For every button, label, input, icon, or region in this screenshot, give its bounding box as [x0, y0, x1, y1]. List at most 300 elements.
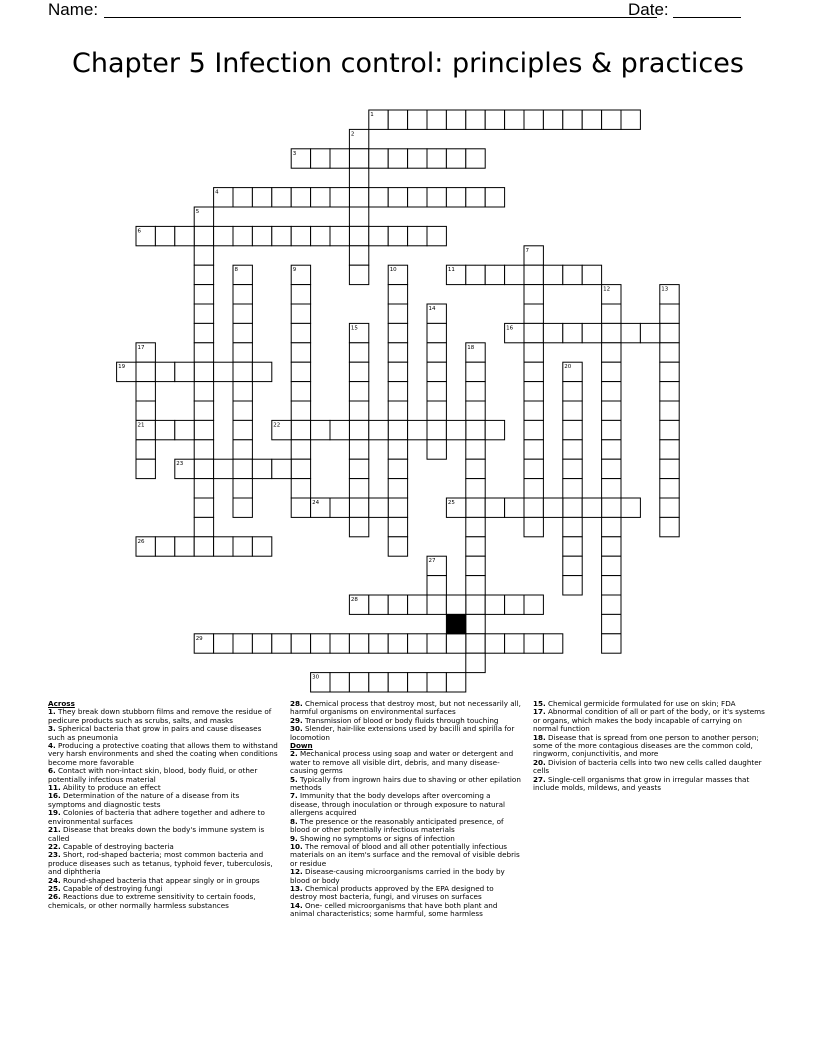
grid-cell[interactable] [660, 382, 679, 401]
grid-cell[interactable] [408, 188, 427, 207]
grid-cell[interactable] [291, 459, 310, 478]
grid-cell[interactable] [349, 343, 368, 362]
grid-cell[interactable] [291, 323, 310, 342]
grid-cell[interactable] [563, 420, 582, 439]
grid-cell[interactable] [272, 459, 291, 478]
grid-cell[interactable] [233, 304, 252, 323]
grid-cell[interactable] [446, 673, 465, 692]
grid-cell[interactable] [349, 207, 368, 226]
grid-cell[interactable] [136, 362, 155, 381]
grid-cell[interactable] [427, 673, 446, 692]
grid-cell[interactable] [524, 285, 543, 304]
grid-cell[interactable] [466, 265, 485, 284]
grid-cell[interactable] [155, 226, 174, 245]
grid-cell[interactable] [388, 634, 407, 653]
grid-cell[interactable] [194, 420, 213, 439]
grid-cell[interactable] [330, 188, 349, 207]
grid-cell[interactable] [524, 304, 543, 323]
grid-cell[interactable] [194, 440, 213, 459]
clue-text: Disease that is spread from one person to another person; some of the more contagious diseases are the common cold, ringworm, conjunctivitis, and more [533, 732, 759, 759]
grid-cell[interactable] [233, 226, 252, 245]
grid-cell[interactable] [330, 226, 349, 245]
grid-cell[interactable] [388, 401, 407, 420]
grid-cell[interactable] [602, 498, 621, 517]
grid-cell[interactable] [543, 634, 562, 653]
grid-cell[interactable] [563, 459, 582, 478]
grid-cell[interactable] [485, 420, 504, 439]
grid-cell[interactable] [214, 634, 233, 653]
grid-cell[interactable] [446, 149, 465, 168]
grid-cell[interactable] [252, 537, 271, 556]
grid-cell[interactable] [466, 498, 485, 517]
across-clue [290, 700, 522, 717]
grid-cell[interactable] [602, 556, 621, 575]
grid-cell[interactable] [524, 440, 543, 459]
grid-cell[interactable] [194, 246, 213, 265]
grid-cell[interactable] [388, 498, 407, 517]
grid-cell[interactable] [194, 517, 213, 536]
grid-cell[interactable] [524, 479, 543, 498]
grid-cell[interactable] [466, 576, 485, 595]
grid-cell[interactable] [330, 498, 349, 517]
grid-cell[interactable] [466, 517, 485, 536]
grid-cell[interactable] [563, 576, 582, 595]
grid-cell[interactable] [408, 149, 427, 168]
grid-cell[interactable] [388, 323, 407, 342]
grid-cell[interactable] [349, 498, 368, 517]
grid-cell[interactable] [252, 362, 271, 381]
grid-cell[interactable] [194, 265, 213, 284]
grid-cell[interactable] [369, 498, 388, 517]
grid-cell[interactable] [563, 110, 582, 129]
grid-cell[interactable] [194, 498, 213, 517]
grid-cell[interactable] [660, 401, 679, 420]
grid-cell[interactable] [291, 226, 310, 245]
grid-cell[interactable] [214, 362, 233, 381]
across-clue [48, 809, 278, 826]
clues-column-1 [48, 700, 278, 910]
down-clue [290, 818, 522, 835]
grid-cell[interactable] [311, 226, 330, 245]
grid-cell[interactable] [349, 440, 368, 459]
grid-cell[interactable] [524, 323, 543, 342]
grid-cell[interactable] [427, 188, 446, 207]
down-clue [533, 776, 767, 793]
grid-cell[interactable] [505, 595, 524, 614]
grid-cell[interactable] [388, 362, 407, 381]
grid-cell[interactable] [291, 285, 310, 304]
grid-cell[interactable] [233, 285, 252, 304]
down-clue [290, 843, 522, 868]
clue-number: 8. [290, 816, 298, 826]
grid-cell[interactable] [194, 343, 213, 362]
grid-cell[interactable] [194, 401, 213, 420]
grid-cell[interactable] [388, 537, 407, 556]
grid-cell[interactable] [563, 401, 582, 420]
grid-cell[interactable] [524, 634, 543, 653]
grid-cell[interactable] [291, 188, 310, 207]
grid-cell[interactable] [408, 634, 427, 653]
grid-cell[interactable] [408, 420, 427, 439]
grid-cell[interactable] [175, 420, 194, 439]
grid-cell[interactable] [388, 459, 407, 478]
clue-text: Chemical products approved by the EPA designed to destroy most bacteria, fungi, and viruses on surfaces [290, 883, 494, 902]
grid-cell[interactable] [466, 440, 485, 459]
grid-cell[interactable] [388, 226, 407, 245]
grid-cell[interactable] [485, 595, 504, 614]
grid-cell[interactable] [466, 479, 485, 498]
grid-cell[interactable] [466, 595, 485, 614]
grid-cell[interactable] [349, 479, 368, 498]
across-clue [48, 742, 278, 767]
grid-cell[interactable] [602, 343, 621, 362]
grid-cell[interactable] [602, 479, 621, 498]
grid-cell[interactable] [505, 498, 524, 517]
grid-cell[interactable] [660, 323, 679, 342]
grid-cell[interactable] [640, 323, 659, 342]
grid-cell[interactable] [427, 343, 446, 362]
grid-cell[interactable] [291, 304, 310, 323]
grid-cell[interactable] [621, 323, 640, 342]
grid-cell[interactable] [349, 401, 368, 420]
grid-cell[interactable] [155, 537, 174, 556]
grid-cell[interactable] [311, 149, 330, 168]
grid-cell[interactable] [291, 382, 310, 401]
grid-cell[interactable] [582, 498, 601, 517]
grid-cell[interactable] [349, 634, 368, 653]
grid-cell[interactable] [291, 343, 310, 362]
grid-cell[interactable] [349, 459, 368, 478]
grid-cell[interactable] [485, 110, 504, 129]
grid-cell[interactable] [543, 265, 562, 284]
grid-cell[interactable] [660, 343, 679, 362]
clue-number: 26. [48, 892, 61, 902]
grid-cell[interactable] [563, 517, 582, 536]
grid-cell[interactable] [330, 420, 349, 439]
grid-cell[interactable] [349, 149, 368, 168]
grid-cell[interactable] [427, 440, 446, 459]
grid-cell[interactable] [175, 537, 194, 556]
grid-cell[interactable] [252, 634, 271, 653]
grid-cell[interactable] [621, 498, 640, 517]
grid-cell[interactable] [602, 382, 621, 401]
grid-cell[interactable] [311, 634, 330, 653]
grid-cell[interactable] [427, 149, 446, 168]
grid-cell[interactable] [427, 401, 446, 420]
grid-cell[interactable] [388, 382, 407, 401]
grid-cell[interactable] [214, 459, 233, 478]
grid-cell[interactable] [466, 362, 485, 381]
grid-cell[interactable] [466, 556, 485, 575]
grid-cell[interactable] [369, 595, 388, 614]
grid-cell[interactable] [563, 265, 582, 284]
grid-cell[interactable] [466, 459, 485, 478]
grid-cell[interactable] [388, 285, 407, 304]
grid-cell[interactable] [602, 420, 621, 439]
grid-cell[interactable] [388, 595, 407, 614]
grid-cell[interactable] [194, 226, 213, 245]
grid-cell[interactable] [466, 401, 485, 420]
grid-cell[interactable] [466, 653, 485, 672]
grid-cell[interactable] [349, 226, 368, 245]
grid-cell[interactable] [194, 304, 213, 323]
grid-cell[interactable] [408, 226, 427, 245]
grid-cell[interactable] [388, 343, 407, 362]
grid-cell[interactable] [291, 479, 310, 498]
grid-cell[interactable] [427, 110, 446, 129]
grid-cell[interactable] [524, 420, 543, 439]
grid-cell[interactable] [427, 576, 446, 595]
grid-cell[interactable] [602, 595, 621, 614]
clue-number: 4. [48, 741, 56, 751]
grid-cell[interactable] [388, 517, 407, 536]
grid-cell[interactable] [233, 188, 252, 207]
grid-cell[interactable] [602, 401, 621, 420]
grid-cell[interactable] [427, 382, 446, 401]
grid-cell[interactable] [582, 110, 601, 129]
clues-column-3 [533, 700, 767, 792]
grid-cell[interactable] [349, 420, 368, 439]
grid-cell[interactable] [349, 246, 368, 265]
grid-cell[interactable] [602, 459, 621, 478]
clue-number: 21. [48, 825, 61, 835]
grid-cell[interactable] [408, 595, 427, 614]
grid-cell[interactable] [602, 323, 621, 342]
grid-cell[interactable] [427, 226, 446, 245]
grid-cell[interactable] [427, 323, 446, 342]
grid-cell[interactable] [660, 479, 679, 498]
grid-cell[interactable] [194, 285, 213, 304]
grid-cell[interactable] [311, 420, 330, 439]
grid-cell[interactable] [311, 188, 330, 207]
grid-cell[interactable] [233, 459, 252, 478]
grid-cell[interactable] [233, 323, 252, 342]
grid-cell[interactable] [563, 382, 582, 401]
grid-cell[interactable] [466, 149, 485, 168]
grid-cell[interactable] [369, 634, 388, 653]
grid-cell[interactable] [660, 362, 679, 381]
grid-cell[interactable] [505, 265, 524, 284]
grid-cell[interactable] [446, 595, 465, 614]
grid-cell[interactable] [291, 440, 310, 459]
grid-cell[interactable] [233, 382, 252, 401]
grid-cell[interactable] [466, 110, 485, 129]
grid-cell[interactable] [388, 479, 407, 498]
grid-cell[interactable] [388, 440, 407, 459]
grid-cell[interactable] [602, 517, 621, 536]
cell-number: 20 [564, 364, 572, 371]
grid-cell[interactable] [524, 110, 543, 129]
grid-cell[interactable] [485, 265, 504, 284]
grid-cell[interactable] [233, 401, 252, 420]
grid-cell[interactable] [369, 149, 388, 168]
grid-cell[interactable] [349, 517, 368, 536]
grid-cell[interactable] [466, 634, 485, 653]
grid-cell[interactable] [602, 634, 621, 653]
grid-cell[interactable] [466, 188, 485, 207]
grid-cell[interactable] [563, 440, 582, 459]
grid-cell[interactable] [485, 498, 504, 517]
grid-cell[interactable] [524, 459, 543, 478]
grid-cell[interactable] [563, 498, 582, 517]
grid-cell[interactable] [214, 226, 233, 245]
grid-cell[interactable] [446, 188, 465, 207]
grid-cell[interactable] [291, 362, 310, 381]
grid-cell[interactable] [291, 634, 310, 653]
grid-cell[interactable] [233, 634, 252, 653]
grid-cell[interactable] [602, 614, 621, 633]
grid-cell[interactable] [524, 343, 543, 362]
grid-cell[interactable] [524, 382, 543, 401]
clue-number: 27. [533, 774, 546, 784]
grid-cell[interactable] [194, 323, 213, 342]
grid-cell[interactable] [602, 110, 621, 129]
grid-cell[interactable] [349, 188, 368, 207]
grid-cell[interactable] [291, 420, 310, 439]
clue-number: 30. [290, 724, 303, 734]
grid-cell[interactable] [388, 188, 407, 207]
grid-cell[interactable] [563, 323, 582, 342]
grid-cell[interactable] [194, 382, 213, 401]
grid-cell[interactable] [349, 673, 368, 692]
grid-cell[interactable] [660, 304, 679, 323]
grid-cell[interactable] [349, 382, 368, 401]
grid-cell[interactable] [446, 420, 465, 439]
cell-number: 2 [350, 131, 355, 138]
grid-cell[interactable] [660, 440, 679, 459]
grid-cell[interactable] [427, 634, 446, 653]
grid-cell[interactable] [194, 362, 213, 381]
grid-cell[interactable] [524, 401, 543, 420]
grid-cell[interactable] [543, 498, 562, 517]
grid-cell[interactable] [524, 265, 543, 284]
grid-cell[interactable] [252, 226, 271, 245]
grid-cell[interactable] [369, 420, 388, 439]
grid-cell[interactable] [466, 614, 485, 633]
clue-number: 14. [290, 900, 303, 910]
grid-cell[interactable] [349, 362, 368, 381]
grid-cell[interactable] [660, 517, 679, 536]
grid-cell[interactable] [563, 556, 582, 575]
grid-cell[interactable] [388, 149, 407, 168]
grid-cell[interactable] [330, 149, 349, 168]
grid-cell[interactable] [543, 323, 562, 342]
down-clue [290, 868, 522, 885]
grid-cell[interactable] [505, 110, 524, 129]
grid-cell[interactable] [524, 595, 543, 614]
page-title: Chapter 5 Infection control: principles & practices [72, 48, 744, 79]
grid-cell[interactable] [388, 110, 407, 129]
grid-cell[interactable] [233, 479, 252, 498]
grid-cell[interactable] [388, 673, 407, 692]
grid-cell[interactable] [660, 459, 679, 478]
grid-cell[interactable] [369, 673, 388, 692]
grid-cell[interactable] [466, 537, 485, 556]
grid-cell[interactable] [563, 537, 582, 556]
grid-cell[interactable] [194, 537, 213, 556]
grid-cell[interactable] [388, 304, 407, 323]
grid-cell[interactable] [660, 498, 679, 517]
grid-cell[interactable] [466, 420, 485, 439]
grid-cell[interactable] [427, 420, 446, 439]
grid-cell[interactable] [524, 517, 543, 536]
across-clue [48, 851, 278, 876]
grid-cell[interactable] [563, 479, 582, 498]
grid-cell[interactable] [602, 362, 621, 381]
grid-cell[interactable] [194, 459, 213, 478]
grid-cell[interactable] [485, 188, 504, 207]
grid-cell[interactable] [621, 110, 640, 129]
grid-cell[interactable] [446, 110, 465, 129]
grid-cell[interactable] [272, 634, 291, 653]
cell-number: 28 [350, 597, 358, 603]
grid-cell[interactable] [524, 498, 543, 517]
grid-cell[interactable] [233, 440, 252, 459]
grid-cell[interactable] [175, 226, 194, 245]
grid-cell[interactable] [233, 362, 252, 381]
grid-cell[interactable] [330, 673, 349, 692]
grid-cell[interactable] [408, 673, 427, 692]
grid-cell[interactable] [427, 362, 446, 381]
grid-cell[interactable] [602, 440, 621, 459]
grid-cell[interactable] [233, 498, 252, 517]
grid-cell[interactable] [233, 537, 252, 556]
grid-cell[interactable] [602, 304, 621, 323]
grid-cell[interactable] [272, 188, 291, 207]
grid-cell[interactable] [272, 226, 291, 245]
grid-cell[interactable] [582, 265, 601, 284]
grid-cell[interactable] [330, 634, 349, 653]
grid-cell[interactable] [136, 382, 155, 401]
grid-cell[interactable] [369, 226, 388, 245]
clue-number: 1. [48, 707, 56, 717]
grid-cell[interactable] [660, 420, 679, 439]
grid-cell[interactable] [543, 110, 562, 129]
grid-cell[interactable] [524, 362, 543, 381]
grid-cell[interactable] [194, 479, 213, 498]
cell-number: 26 [137, 538, 145, 545]
grid-cell[interactable] [155, 420, 174, 439]
grid-cell[interactable] [252, 188, 271, 207]
grid-cell[interactable] [505, 634, 524, 653]
grid-cell[interactable] [388, 420, 407, 439]
grid-cell[interactable] [466, 382, 485, 401]
down-heading: Down [290, 741, 313, 751]
grid-cell[interactable] [136, 401, 155, 420]
cell-number: 15 [350, 325, 358, 332]
grid-cell[interactable] [349, 265, 368, 284]
grid-cell[interactable] [175, 362, 194, 381]
grid-cell[interactable] [582, 323, 601, 342]
grid-cell[interactable] [602, 537, 621, 556]
grid-cell[interactable] [214, 537, 233, 556]
grid-cell[interactable] [369, 188, 388, 207]
grid-cell[interactable] [136, 459, 155, 478]
grid-cell[interactable] [427, 595, 446, 614]
grid-cell[interactable] [136, 440, 155, 459]
grid-cell[interactable] [291, 401, 310, 420]
grid-cell[interactable] [252, 459, 271, 478]
grid-cell[interactable] [602, 576, 621, 595]
grid-cell[interactable] [446, 634, 465, 653]
grid-cell[interactable] [233, 420, 252, 439]
grid-cell[interactable] [408, 110, 427, 129]
grid-cell[interactable] [291, 498, 310, 517]
grid-cell[interactable] [349, 168, 368, 187]
grid-cell[interactable] [233, 343, 252, 362]
grid-cell[interactable] [485, 634, 504, 653]
grid-cell[interactable] [155, 362, 174, 381]
